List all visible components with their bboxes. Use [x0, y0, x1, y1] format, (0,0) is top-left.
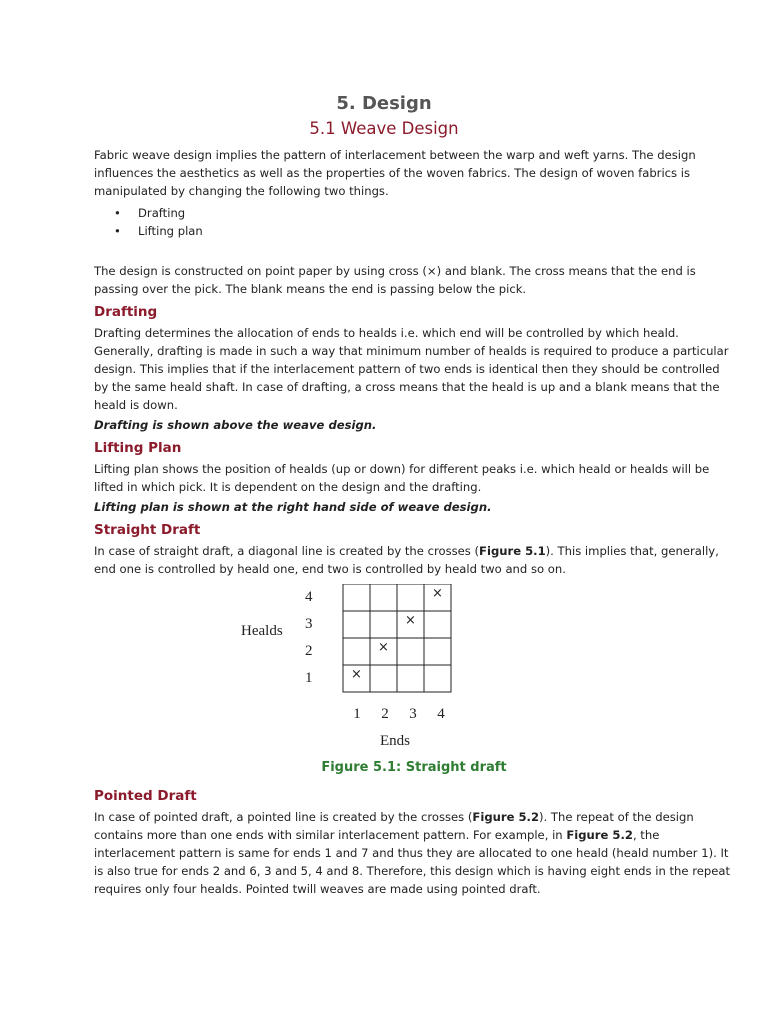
pointed-draft-heading: Pointed Draft	[94, 788, 197, 804]
grid-cell	[343, 638, 370, 665]
drafting-note: Drafting is shown above the weave design.	[94, 418, 377, 432]
end-number-label: 4	[437, 706, 445, 722]
pointed-draft-paragraph	[94, 808, 734, 898]
heald-number-label: 1	[305, 670, 313, 686]
healds-label: Healds	[241, 623, 283, 639]
figure-reference[interactable]: Figure 5.2	[566, 828, 633, 842]
cross-mark: ×	[351, 667, 362, 682]
cross-mark: ×	[378, 640, 389, 655]
straight-draft-heading: Straight Draft	[94, 522, 201, 538]
grid-cell	[424, 665, 451, 692]
text-span: In case of straight draft, a diagonal line is created by the crosses (	[94, 544, 480, 558]
text-span: In case of pointed draft, a pointed line is created by the crosses (	[94, 810, 473, 824]
lifting-plan-paragraph: Lifting plan shows the position of healds (up or down) for different peaks i.e. which heald or healds will be lifted in which pick. It is dependent on the design and the drafting.	[94, 462, 710, 494]
section-title: 5.1 Weave Design	[309, 119, 459, 138]
heald-number-label: 2	[305, 643, 313, 659]
document-page	[94, 92, 734, 898]
end-number-label: 2	[381, 706, 389, 722]
grid-cell	[370, 611, 397, 638]
grid-cell	[397, 584, 424, 611]
cross-mark: ×	[432, 586, 443, 601]
straight-draft-figure	[94, 584, 734, 754]
grid-cell	[370, 584, 397, 611]
grid-cell	[343, 611, 370, 638]
list-item: • Lifting plan	[94, 222, 734, 240]
figure-reference[interactable]: Figure 5.2	[472, 810, 540, 824]
text-span: ). This implies that, generally, end one is controlled by heald one, end two is controlled by heald two and so on.	[94, 544, 719, 576]
grid-cell	[370, 665, 397, 692]
grid-cell	[397, 665, 424, 692]
drafting-heading: Drafting	[94, 304, 158, 320]
list-item: • Drafting	[94, 204, 734, 222]
text-span: ). The repeat of the design contains more than one ends with similar interlacement pattern. For example, in	[94, 810, 694, 842]
intro-paragraph: Fabric weave design implies the pattern of interlacement between the warp and weft yarns. The design influences the aesthetics as well as the properties of the woven fabrics. The design of woven fabrics is manipulated by changing the following two things.	[94, 148, 696, 198]
grid-cell	[424, 638, 451, 665]
ends-label: Ends	[380, 733, 410, 749]
figure-caption: Figure 5.1: Straight draft	[321, 760, 507, 775]
bullet-list	[94, 204, 734, 240]
lifting-plan-note: Lifting plan is shown at the right hand side of weave design.	[94, 500, 492, 514]
grid-cell	[343, 584, 370, 611]
grid	[305, 584, 451, 722]
end-number-label: 3	[409, 706, 417, 722]
grid-cell	[397, 638, 424, 665]
text-span: , the interlacement pattern is same for ends 1 and 7 and thus they are allocated to one heald (heald number 1). It is also true for ends 2 and 6, 3 and 5, 4 and 8. Therefore, this design which is having eight ends in the repeat requires only four healds. Pointed twill weaves are made using pointed draft.	[94, 828, 731, 896]
figure-reference[interactable]: Figure 5.1	[479, 544, 546, 558]
draft-grid-diagram	[94, 584, 734, 754]
grid-cell	[424, 611, 451, 638]
lifting-plan-heading: Lifting Plan	[94, 440, 182, 456]
heald-number-label: 4	[305, 589, 313, 605]
point-paper-paragraph: The design is constructed on point paper by using cross (×) and blank. The cross means that the end is passing over the pick. The blank means the end is passing below the pick.	[94, 264, 696, 296]
cross-mark: ×	[405, 613, 416, 628]
drafting-paragraph: Drafting determines the allocation of ends to healds i.e. which end will be controlled by which heald. Generally, drafting is made in such a way that minimum number of healds is required to produce a particular design. This implies that if the interlacement pattern of two ends is identical then they should be controlled by the same heald shaft. In case of drafting, a cross means that the heald is up and a blank means that the heald is down.	[94, 326, 729, 412]
end-number-label: 1	[353, 706, 361, 722]
straight-draft-paragraph	[94, 542, 734, 578]
heald-number-label: 3	[305, 616, 313, 632]
chapter-title: 5. Design	[336, 93, 432, 114]
